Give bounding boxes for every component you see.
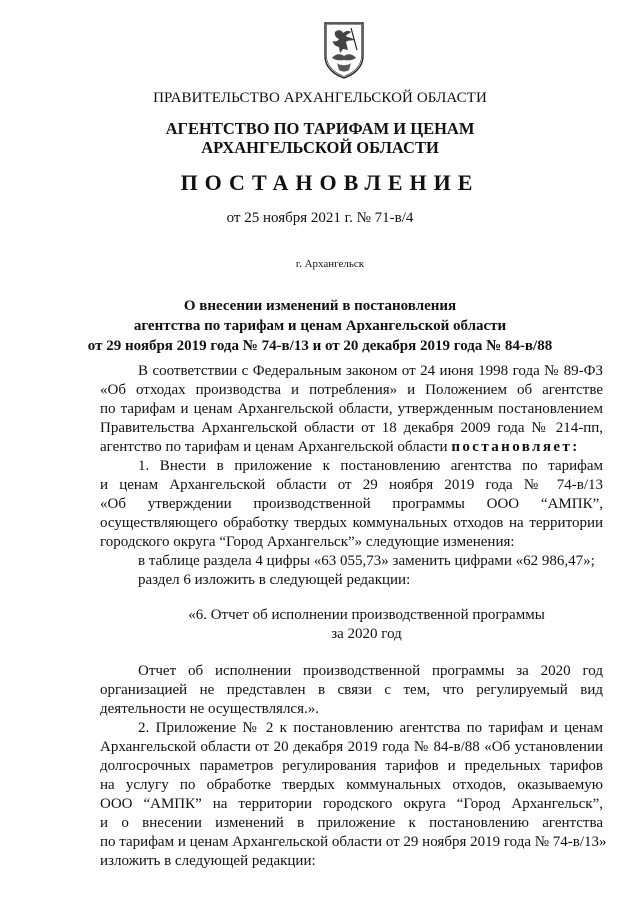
agency-name	[0, 119, 640, 157]
item-2-line: по тарифам и ценам Архангельской области от 29 ноября 2019 года № 74-в/13»	[100, 834, 607, 850]
document-type: ПОСТАНОВЛЕНИЕ	[180, 170, 480, 195]
report-line-last: деятельности не осуществлялся.».	[100, 701, 319, 717]
item-2-line: Архангельской области от 20 декабря 2019 года № 84-в/88 «Об установлении	[100, 739, 603, 755]
preamble-line: «Об отходах производства и потребления» и Положением об агентстве	[100, 382, 603, 398]
preamble-line-last	[100, 438, 603, 457]
preamble-line: В соответствии с Федеральным законом от 24 июня 1998 года № 89-ФЗ	[138, 363, 603, 379]
item-2-line: и о внесении изменений в приложение к постановлению агентства	[100, 815, 603, 831]
item-1-line: и ценам Архангельской области от 29 ноября 2019 года № 74-в/13	[100, 477, 603, 493]
item-2-line: на услугу по обработке твердых коммунальных отходов, оказываемую	[100, 777, 603, 793]
item-1-line: осуществляющего обработку твердых коммунальных отходов на территории	[100, 515, 603, 531]
decree-word: постановляет:	[451, 439, 580, 455]
section-6-title	[100, 606, 603, 644]
subject-line-3: от 29 ноября 2019 года № 74-в/13 и от 20 декабря 2019 года № 84-в/88	[87, 338, 553, 354]
agency-name-line-1: АГЕНТСТВО ПО ТАРИФАМ И ЦЕНАМ	[165, 119, 475, 138]
item-1-subclause-b: раздел 6 изложить в следующей редакции:	[138, 572, 411, 588]
section-6-title-line-2: за 2020 год	[331, 626, 402, 642]
preamble-line: по тарифам и ценам Архангельской области, утвержденным постановлением	[100, 401, 603, 417]
item-2-line: ООО “АМПК” на территории городского округа “Город Архангельск”,	[100, 796, 603, 812]
item-1-line: «Об утверждении производственной программы ООО “АМПК”,	[100, 496, 603, 512]
report-paragraph	[100, 662, 603, 719]
item-1-line: 1. Внести в приложение к постановлению агентства по тарифам	[138, 458, 603, 474]
city: г. Архангельск	[295, 258, 365, 270]
coat-of-arms-icon	[321, 20, 367, 80]
item-1-subclause-a: в таблице раздела 4 цифры «63 055,73» заменить цифрами «62 986,47»;	[138, 553, 595, 569]
item-2-line: 2. Приложение № 2 к постановлению агентства по тарифам и ценам	[138, 720, 603, 736]
item-2-line-last: изложить в следующей редакции:	[100, 853, 316, 869]
document-subject	[0, 296, 640, 356]
agency-name-line-2: АРХАНГЕЛЬСКОЙ ОБЛАСТИ	[201, 138, 439, 157]
preamble-text: агентство по тарифам и ценам Архангельской области	[100, 439, 452, 455]
preamble-line: Правительства Архангельской области от 18 декабря 2009 года № 214-пп,	[100, 420, 603, 436]
item-1-paragraph	[100, 457, 603, 552]
report-line: Отчет об исполнении производственной программы за 2020 год	[138, 663, 603, 679]
item-2-paragraph	[100, 719, 607, 871]
report-line: организацией не представлен в связи с тем, что регулируемый вид	[100, 682, 603, 698]
section-6-title-line-1: «6. Отчет об исполнении производственной программы	[188, 607, 545, 623]
item-1-line: городского округа “Город Архангельск”» следующие изменения:	[100, 534, 515, 550]
document-body	[100, 362, 607, 871]
subject-line-2: агентства по тарифам и ценам Архангельской области	[133, 318, 507, 334]
government-name: ПРАВИТЕЛЬСТВО АРХАНГЕЛЬСКОЙ ОБЛАСТИ	[153, 90, 487, 106]
document-date-number: от 25 ноября 2021 г. № 71-в/4	[226, 210, 414, 226]
item-2-line: долгосрочных параметров регулирования тарифов и предельных тарифов	[100, 758, 603, 774]
subject-line-1: О внесении изменений в постановления	[183, 298, 457, 314]
preamble-paragraph	[100, 362, 603, 457]
